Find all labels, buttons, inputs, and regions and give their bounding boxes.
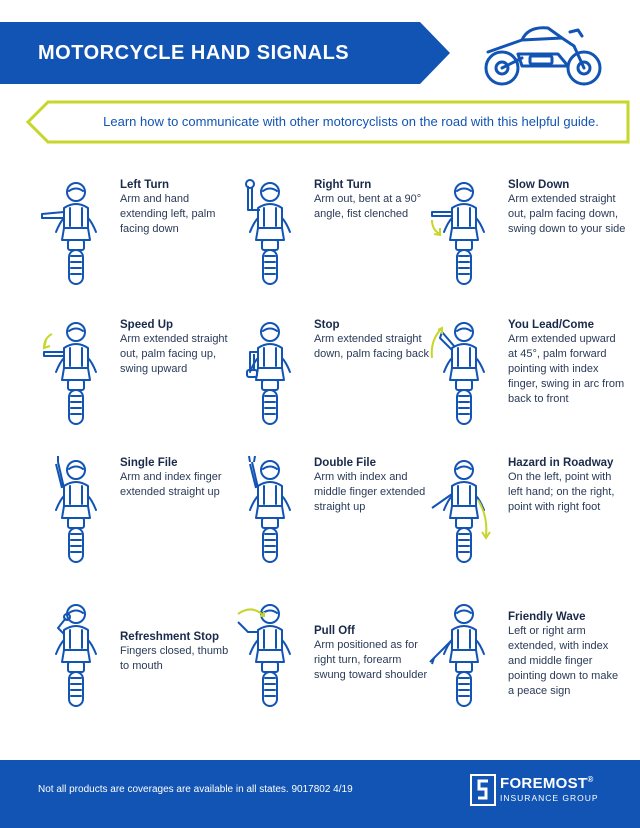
rider-left-turn-icon [40, 178, 112, 288]
signal-title: You Lead/Come [508, 319, 595, 331]
footer-disclaimer: Not all products are coverages are available in all states. 9017802 4/19 [38, 784, 353, 795]
page-title: MOTORCYCLE HAND SIGNALS [38, 42, 350, 64]
intro-text: Learn how to communicate with other motorcyclists on the road with this helpful guide. [103, 114, 599, 129]
signal-description: Arm extended upward at 45°, palm forward pointing with index finger, swing in arc from back to front [508, 333, 625, 405]
signal-description: Arm with index and middle finger extended straight up [314, 471, 426, 513]
signal-single-file [40, 456, 240, 596]
rider-hazard-icon [428, 456, 500, 566]
signal-description: Arm extended straight out, palm facing up, swing upward [120, 333, 228, 375]
signal-slow-down [428, 178, 628, 318]
rider-you-lead-icon [428, 318, 500, 428]
signal-description: Arm positioned as for right turn, forearm swung toward shoulder [314, 639, 428, 681]
signal-description: Arm out, bent at a 90° angle, fist clenched [314, 193, 422, 220]
signal-title: Double File [314, 457, 376, 469]
rider-pull-off-icon [234, 600, 306, 710]
rider-friendly-wave-icon [428, 600, 500, 710]
rider-slow-down-icon [428, 178, 500, 288]
title-banner [0, 22, 450, 84]
motorcycle-icon [478, 16, 608, 90]
signal-description: Arm and hand extending left, palm facing down [120, 193, 216, 235]
logo-name: FOREMOST® [500, 775, 594, 792]
signal-title: Slow Down [508, 179, 570, 191]
signal-hazard [428, 456, 628, 596]
signal-title: Pull Off [314, 625, 355, 637]
signal-title: Friendly Wave [508, 611, 586, 623]
rider-stop-icon [234, 318, 306, 428]
footer [0, 760, 640, 828]
signal-right-turn [234, 178, 434, 318]
logo-subtitle: INSURANCE GROUP [500, 793, 599, 803]
rider-refreshment-icon [40, 600, 112, 710]
foremost-logo-icon [470, 774, 496, 806]
signal-left-turn [40, 178, 240, 318]
signal-title: Single File [120, 457, 178, 469]
signal-description: Arm extended straight out, palm facing down, swing down to your side [508, 193, 626, 235]
signal-description: Arm extended straight down, palm facing back [314, 333, 429, 360]
signal-refreshment-stop [40, 600, 240, 740]
foremost-logo [470, 774, 610, 814]
signal-title: Speed Up [120, 319, 174, 331]
signal-you-lead [428, 318, 628, 458]
signal-description: Left or right arm extended, with index and middle finger pointing down to make a peace sign [508, 625, 619, 697]
rider-single-file-icon [40, 456, 112, 566]
rider-speed-up-icon [40, 318, 112, 428]
signal-friendly-wave [428, 600, 628, 740]
signal-title: Left Turn [120, 179, 169, 191]
signal-title: Refreshment Stop [120, 631, 220, 643]
rider-right-turn-icon [234, 178, 306, 288]
signal-description: On the left, point with left hand; on the right, point with right foot [508, 471, 615, 513]
signal-description: Fingers closed, thumb to mouth [120, 645, 229, 672]
signal-description: Arm and index finger extended straight up [120, 471, 222, 498]
signal-speed-up [40, 318, 240, 458]
signal-double-file [234, 456, 434, 596]
signal-pull-off [234, 600, 434, 740]
signal-stop [234, 318, 434, 458]
signal-title: Stop [314, 319, 340, 331]
signal-title: Hazard in Roadway [508, 457, 614, 469]
rider-double-file-icon [234, 456, 306, 566]
intro-callout [26, 100, 630, 144]
signal-title: Right Turn [314, 179, 372, 191]
